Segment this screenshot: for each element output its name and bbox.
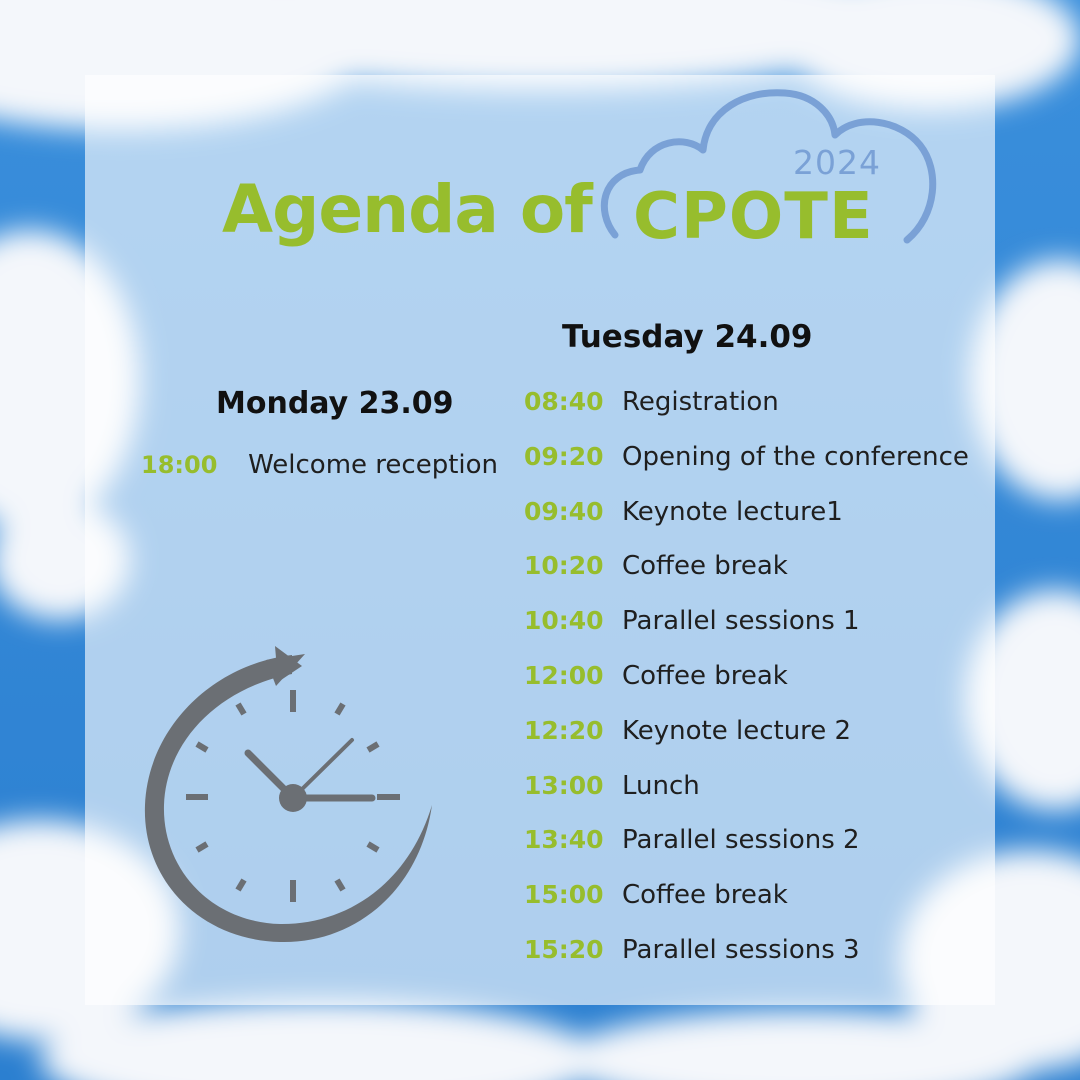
agenda-row: [524, 656, 964, 711]
agenda-row: [524, 492, 964, 547]
agenda-event: Welcome reception: [248, 450, 499, 480]
agenda-row: [524, 930, 964, 985]
agenda-row: [524, 820, 964, 875]
clock-icon: [140, 640, 440, 950]
agenda-time: 15:20: [524, 934, 604, 964]
agenda-row: [524, 601, 964, 656]
logo-year: 2024: [793, 143, 881, 182]
agenda-event: Keynote lecture1: [622, 496, 843, 527]
agenda-row: [524, 382, 964, 437]
agenda-time: 10:40: [524, 606, 604, 636]
monday-heading: Monday 23.09: [216, 386, 454, 421]
agenda-event: Parallel sessions 2: [622, 825, 860, 856]
agenda-time: 08:40: [524, 387, 604, 416]
agenda-row: [524, 766, 964, 821]
agenda-event: Parallel sessions 3: [622, 934, 860, 965]
agenda-event: Coffee break: [622, 880, 788, 911]
agenda-row: [524, 546, 964, 601]
agenda-row: [524, 711, 964, 766]
agenda-time: 13:00: [524, 770, 604, 800]
agenda-row: [524, 875, 964, 930]
agenda-event: Parallel sessions 1: [622, 606, 860, 637]
cpote-logo: [595, 85, 945, 255]
agenda-event: Lunch: [622, 770, 700, 801]
agenda-event: Keynote lecture 2: [622, 715, 852, 746]
tuesday-agenda-list: [524, 382, 969, 985]
agenda-time: 15:00: [524, 880, 604, 910]
agenda-event: Registration: [622, 387, 779, 417]
agenda-time: 09:40: [524, 496, 604, 526]
agenda-row: [524, 437, 969, 492]
agenda-time: 18:00: [141, 451, 218, 479]
agenda-event: Coffee break: [622, 551, 788, 582]
tuesday-heading: Tuesday 24.09: [562, 319, 813, 355]
agenda-time: 13:40: [524, 825, 604, 855]
logo-name: CPOTE: [633, 180, 874, 254]
agenda-event: Opening of the conference: [622, 441, 969, 472]
agenda-time: 12:20: [524, 715, 604, 745]
agenda-time: 09:20: [524, 441, 604, 471]
agenda-time: 12:00: [524, 660, 604, 690]
agenda-row: [141, 450, 498, 480]
agenda-time: 10:20: [524, 551, 604, 581]
page-title: Agenda of: [222, 171, 592, 248]
agenda-event: Coffee break: [622, 660, 788, 691]
